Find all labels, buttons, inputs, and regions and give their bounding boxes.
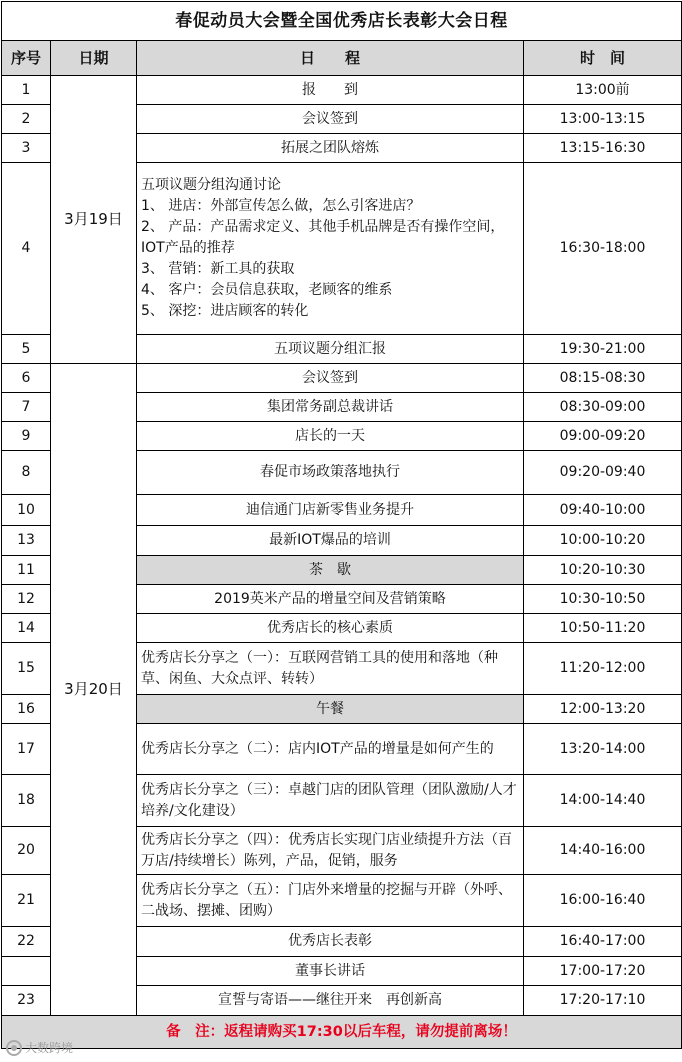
footer-note: 备 注：返程请购买17:30以后车程，请勿提前离场！ bbox=[2, 1016, 682, 1049]
row-no: 4 bbox=[2, 163, 51, 335]
row-no: 7 bbox=[2, 393, 51, 422]
row-schedule: 宣誓与寄语——继往开来 再创新高 bbox=[137, 986, 524, 1016]
row-no bbox=[2, 957, 51, 986]
date-cell-day1: 3月19日 bbox=[51, 76, 137, 364]
row-no: 5 bbox=[2, 335, 51, 364]
row-no: 14 bbox=[2, 614, 51, 643]
watermark-logo-icon bbox=[6, 1040, 22, 1056]
header-no: 序号 bbox=[2, 41, 51, 76]
row-no: 15 bbox=[2, 643, 51, 695]
schedule-table bbox=[1, 1, 682, 1049]
row-no: 10 bbox=[2, 495, 51, 526]
schedule-line: 5、 深挖：进店顾客的转化 bbox=[141, 303, 309, 319]
row-schedule: 报 到 bbox=[137, 76, 524, 105]
row-schedule: 最新IOT爆品的培训 bbox=[137, 526, 524, 556]
row-time: 17:00-17:20 bbox=[524, 957, 682, 986]
row-time: 09:20-09:40 bbox=[524, 451, 682, 495]
header-schedule: 日 程 bbox=[137, 41, 524, 76]
row-time: 13:20-14:00 bbox=[524, 724, 682, 775]
row-time: 08:30-09:00 bbox=[524, 393, 682, 422]
row-no: 12 bbox=[2, 585, 51, 614]
row-no: 3 bbox=[2, 134, 51, 163]
row-no: 20 bbox=[2, 827, 51, 875]
row-schedule-lunch: 午餐 bbox=[137, 695, 524, 724]
row-time: 10:30-10:50 bbox=[524, 585, 682, 614]
footer-row bbox=[2, 1016, 682, 1049]
row-no: 13 bbox=[2, 526, 51, 556]
schedule-line: 1、 进店：外部宣传怎么做，怎么引客进店？ bbox=[141, 198, 421, 214]
row-schedule: 迪信通门店新零售业务提升 bbox=[137, 495, 524, 526]
row-time: 10:20-10:30 bbox=[524, 556, 682, 585]
schedule-line: 2、 产品：产品需求定义、其他手机品牌是否有操作空间，IOT产品的推荐 bbox=[141, 219, 505, 256]
row-time: 13:00前 bbox=[524, 76, 682, 105]
watermark bbox=[6, 1039, 73, 1056]
row-schedule: 优秀店长分享之（一）：互联网营销工具的使用和落地（种草、闲鱼、大众点评、转转） bbox=[137, 643, 524, 695]
row-time: 11:20-12:00 bbox=[524, 643, 682, 695]
row-schedule: 春促市场政策落地执行 bbox=[137, 451, 524, 495]
row-schedule: 店长的一天 bbox=[137, 422, 524, 451]
row-schedule: 优秀店长分享之（二）：店内IOT产品的增量是如何产生的 bbox=[137, 724, 524, 775]
row-time: 10:00-10:20 bbox=[524, 526, 682, 556]
row-schedule: 优秀店长分享之（四）：优秀店长实现门店业绩提升方法（百万店/持续增长）陈列，产品，促销，服务 bbox=[137, 827, 524, 875]
row-time: 16:00-16:40 bbox=[524, 875, 682, 927]
row-schedule: 2019英米产品的增量空间及营销策略 bbox=[137, 585, 524, 614]
row-schedule: 拓展之团队熔炼 bbox=[137, 134, 524, 163]
row-time: 16:30-18:00 bbox=[524, 163, 682, 335]
table-row bbox=[2, 364, 682, 393]
header-time: 时 间 bbox=[524, 41, 682, 76]
row-no: 22 bbox=[2, 927, 51, 957]
row-schedule: 优秀店长的核心素质 bbox=[137, 614, 524, 643]
row-time: 12:00-13:20 bbox=[524, 695, 682, 724]
header-row bbox=[2, 41, 682, 76]
row-time: 13:15-16:30 bbox=[524, 134, 682, 163]
row-time: 09:00-09:20 bbox=[524, 422, 682, 451]
row-no: 21 bbox=[2, 875, 51, 927]
header-date: 日期 bbox=[51, 41, 137, 76]
row-time: 16:40-17:00 bbox=[524, 927, 682, 957]
row-no: 16 bbox=[2, 695, 51, 724]
schedule-line: 五项议题分组沟通讨论 bbox=[141, 177, 281, 193]
row-schedule: 优秀店长分享之（五）：门店外来增量的挖掘与开辟（外呼、二战场、摆摊、团购） bbox=[137, 875, 524, 927]
row-schedule-multiline bbox=[137, 163, 524, 335]
schedule-line: 4、 客户：会员信息获取，老顾客的维系 bbox=[141, 282, 393, 298]
table-row bbox=[2, 76, 682, 105]
row-time: 10:50-11:20 bbox=[524, 614, 682, 643]
row-no: 18 bbox=[2, 775, 51, 827]
row-schedule: 会议签到 bbox=[137, 105, 524, 134]
row-schedule: 董事长讲话 bbox=[137, 957, 524, 986]
row-no: 17 bbox=[2, 724, 51, 775]
row-schedule-break: 茶 歇 bbox=[137, 556, 524, 585]
row-no: 9 bbox=[2, 422, 51, 451]
row-time: 14:00-14:40 bbox=[524, 775, 682, 827]
row-schedule: 优秀店长表彰 bbox=[137, 927, 524, 957]
row-schedule: 优秀店长分享之（三）：卓越门店的团队管理（团队激励/人才培养/文化建设） bbox=[137, 775, 524, 827]
row-time: 17:20-17:10 bbox=[524, 986, 682, 1016]
date-cell-day2: 3月20日 bbox=[51, 364, 137, 1016]
row-schedule: 集团常务副总裁讲话 bbox=[137, 393, 524, 422]
row-time: 14:40-16:00 bbox=[524, 827, 682, 875]
row-time: 19:30-21:00 bbox=[524, 335, 682, 364]
watermark-text: 大数跨境 bbox=[25, 1041, 74, 1055]
page-title: 春促动员大会暨全国优秀店长表彰大会日程 bbox=[2, 2, 682, 41]
schedule-line: 3、 营销：新工具的获取 bbox=[141, 261, 295, 277]
row-no: 11 bbox=[2, 556, 51, 585]
row-time: 13:00-13:15 bbox=[524, 105, 682, 134]
row-no: 8 bbox=[2, 451, 51, 495]
row-no: 6 bbox=[2, 364, 51, 393]
row-no: 1 bbox=[2, 76, 51, 105]
row-schedule: 会议签到 bbox=[137, 364, 524, 393]
row-no: 2 bbox=[2, 105, 51, 134]
title-row bbox=[2, 2, 682, 41]
row-time: 09:40-10:00 bbox=[524, 495, 682, 526]
row-schedule: 五项议题分组汇报 bbox=[137, 335, 524, 364]
row-time: 08:15-08:30 bbox=[524, 364, 682, 393]
row-no: 23 bbox=[2, 986, 51, 1016]
